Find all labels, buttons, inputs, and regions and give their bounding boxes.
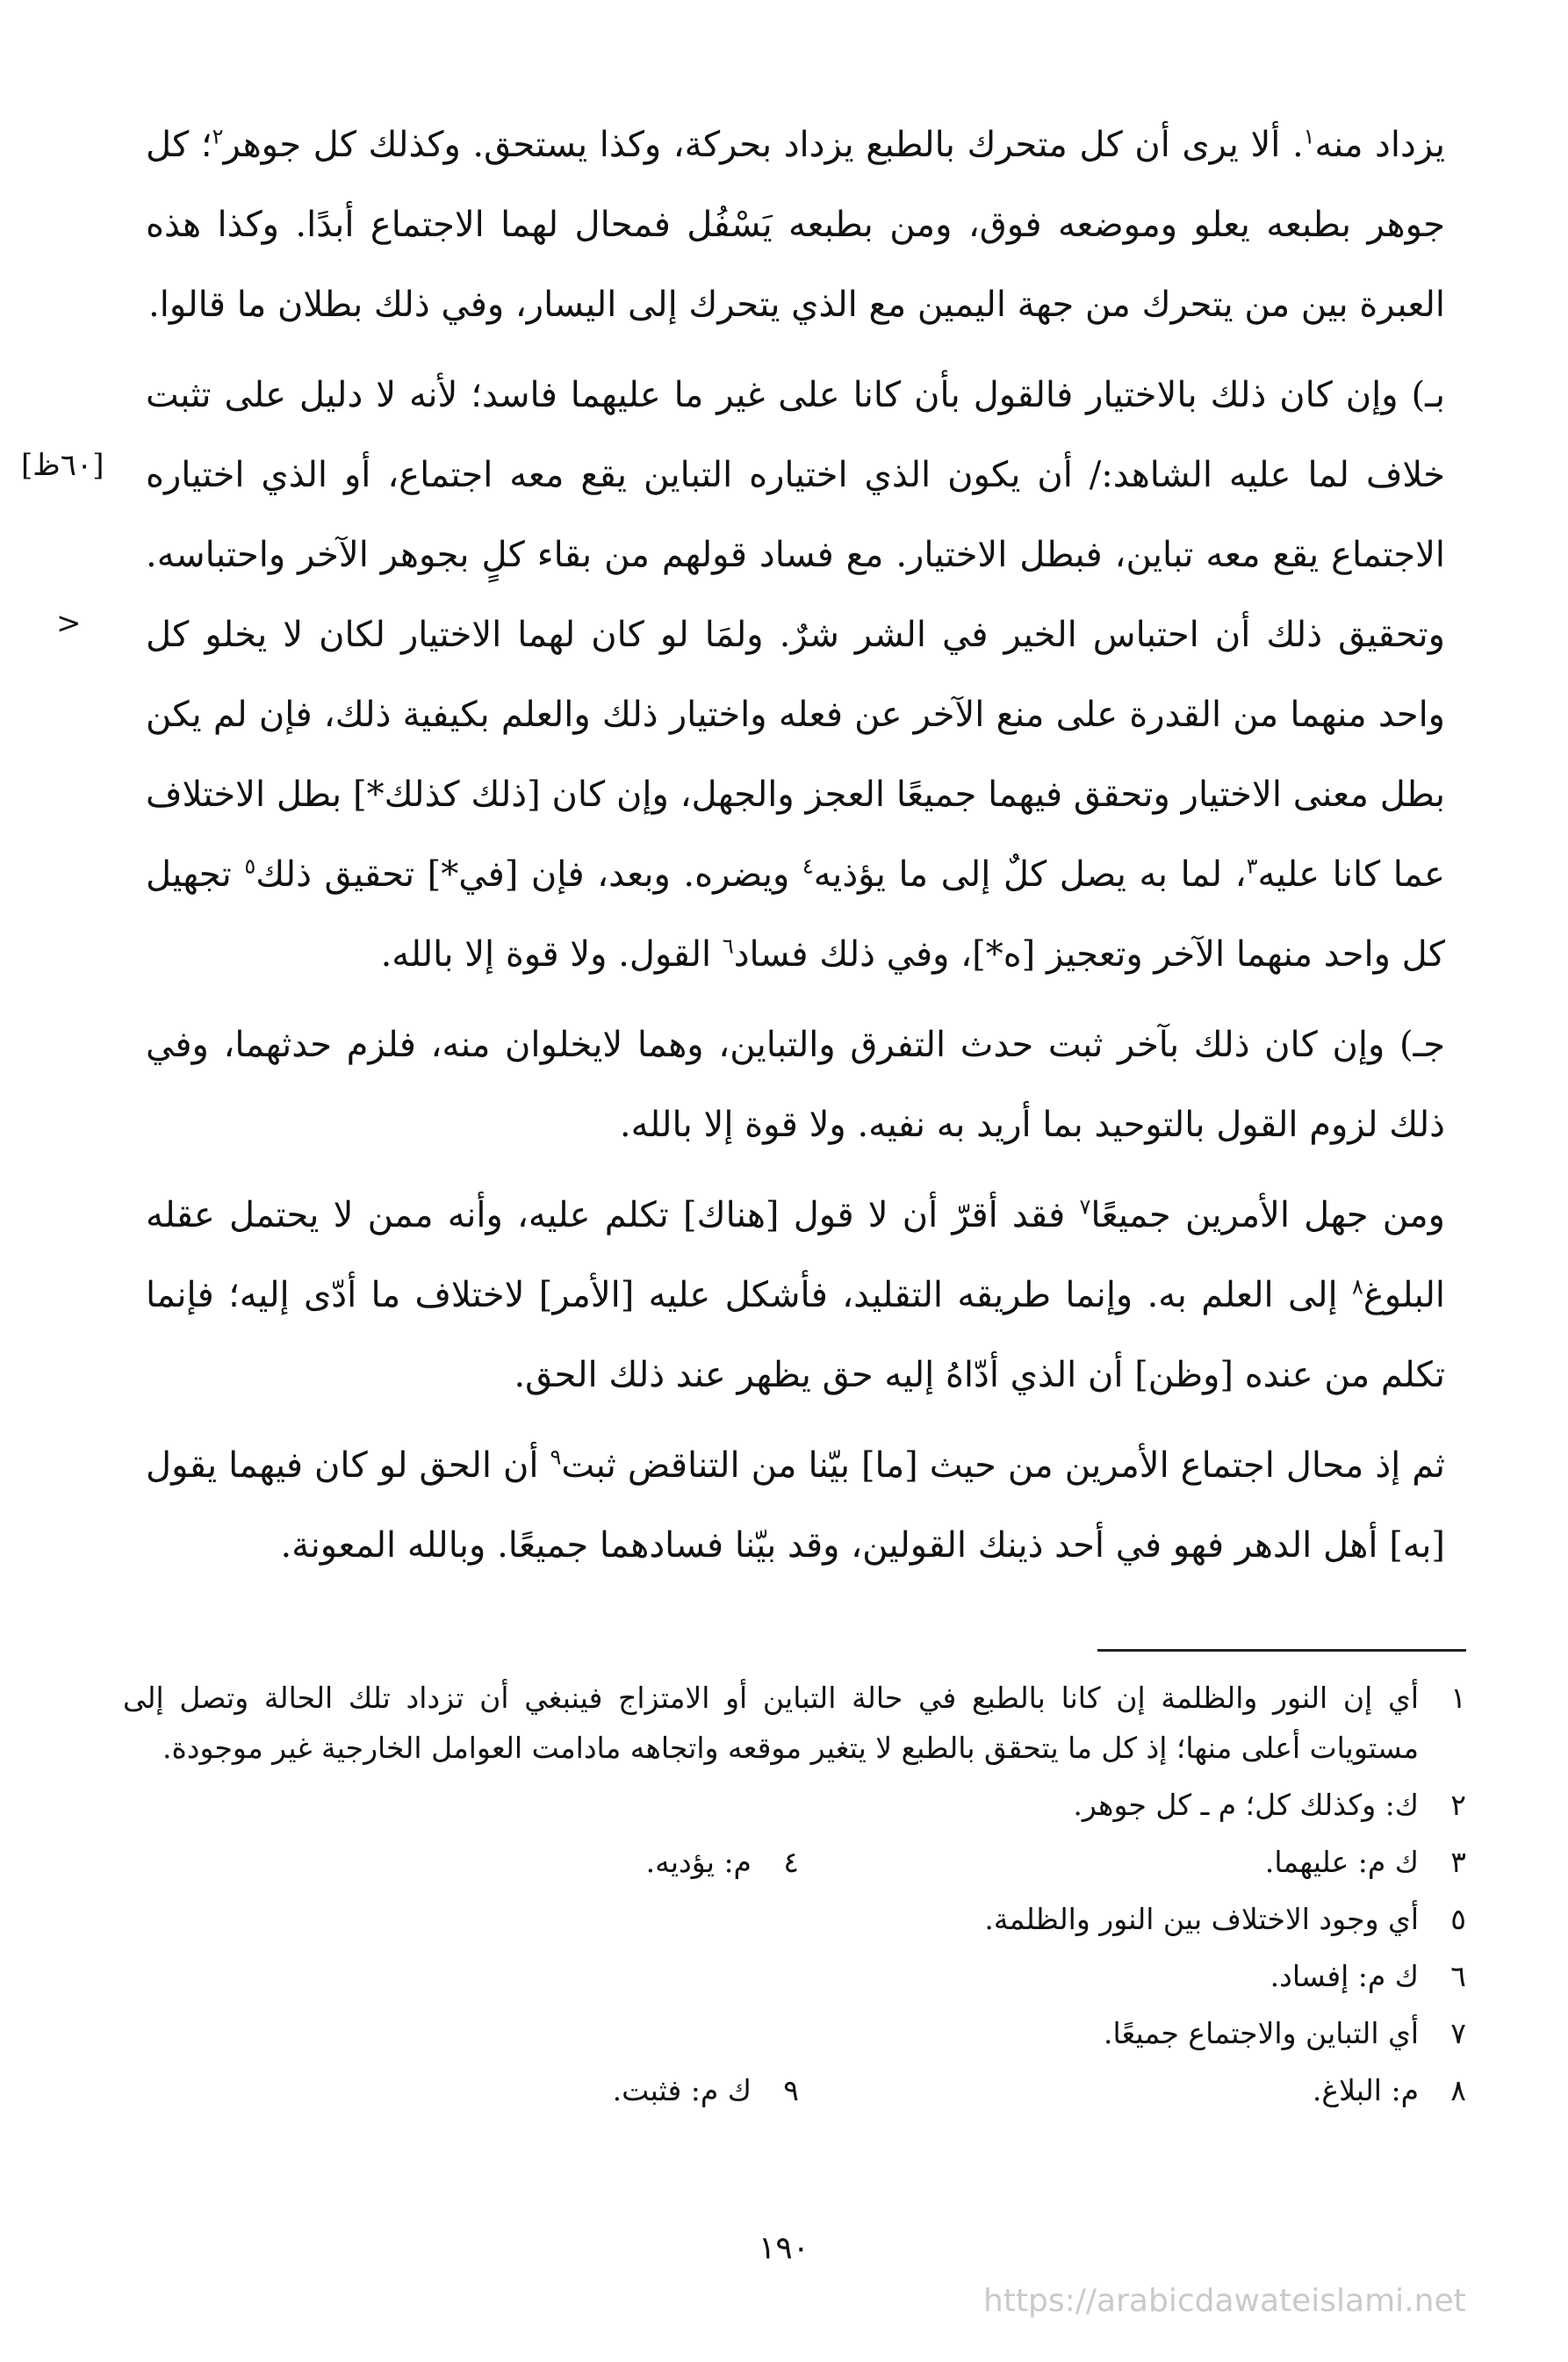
paragraph-1 xyxy=(146,105,1445,345)
watermark: https://arabicdawateislami.net xyxy=(983,2283,1466,2319)
footnotes xyxy=(123,1673,1466,2122)
footnote-ref[interactable]: ٤ xyxy=(802,853,814,879)
footnote-item xyxy=(123,1780,1466,1830)
footnote-item xyxy=(123,1951,1466,2001)
footnote-item xyxy=(132,2065,799,2115)
paragraph-2 xyxy=(146,356,1445,995)
footnote-number: ١ xyxy=(1450,1681,1466,1715)
footnote-text: م: البلاغ. xyxy=(1312,2073,1419,2107)
footnote-ref[interactable]: ٢ xyxy=(212,124,224,149)
footnote-item xyxy=(123,1894,1466,1944)
paragraph-4 xyxy=(146,1176,1445,1415)
paragraph-3 xyxy=(146,1005,1445,1165)
footnote-ref[interactable]: ٦ xyxy=(722,933,734,959)
footnote-number: ٥ xyxy=(1450,1902,1466,1936)
text: ثم إذ محال اجتماع الأمرين من حيث [ما] بيّنا من التناقض ثبت xyxy=(561,1445,1446,1486)
footnote-text: ك م: عليهما. xyxy=(1264,1845,1419,1879)
footnote-item xyxy=(123,2008,1466,2058)
text: يزداد منه xyxy=(1314,125,1445,165)
text: القول. ولا قوة إلا بالله. xyxy=(380,934,723,975)
footnote-divider xyxy=(1097,1649,1466,1652)
footnote-ref[interactable]: ٣ xyxy=(1246,853,1258,879)
margin-mark: < xyxy=(56,606,82,641)
footnote-number: ٦ xyxy=(1450,1959,1466,1993)
text: ومن جهل الأمرين جميعًا xyxy=(1090,1195,1446,1235)
text: إلى العلم به. وإنما طريقه التقليد، فأشكل عليه [الأمر] لاختلاف ما أدّى إليه؛ فإنما تكلم من عنده [وظن] أن الذي أدّاهُ إليه حق يظهر عند ذلك الحق. xyxy=(146,1275,1445,1395)
footnote-item xyxy=(132,1837,799,1887)
text: بـ) وإن كان ذلك بالاختيار فالقول بأن كانا على غير ما عليهما فاسد؛ لأنه لا دليل على تثبت خلاف لما عليه الشاهد:/ أن يكون الذي اختياره التباين يقع معه اجتماع، أو الذي اختياره الاجتماع يقع معه تباين، فبطل الاختيار. مع فساد قولهم من بقاء كلٍ بجوهر الآخر واحتباسه. وتحقيق ذلك أن احتباس الخير في الشر شرٌ. ولمَا لو كان لهما الاختيار لكان لا يخلو كل واحد منهما من القدرة على منع الآخر عن فعله واختيار ذلك والعلم بكيفية ذلك، فإن لم يكن بطل معنى الاختيار وتحقق فيهما جميعًا العجز والجهل، وإن كان [ذلك كذلك*] بطل الاختلاف عما كانا عليه xyxy=(146,375,1445,895)
footnote-text: أي إن النور والظلمة إن كانا بالطبع في حالة التباين أو الامتزاج فينبغي أن تزداد تلك الحالة وتصل إلى مستويات أعلى منها؛ إذ كل ما يتحقق بالطبع لا يتغير موقعه واتجاهه مادامت العوامل الخارجية غير موجودة. xyxy=(123,1681,1419,1765)
footnote-number: ٧ xyxy=(1450,2016,1466,2050)
footnote-text: ك م: فثبت. xyxy=(612,2073,752,2107)
footnote-number: ٨ xyxy=(1450,2073,1466,2107)
main-text xyxy=(146,105,1445,1596)
paragraph-5 xyxy=(146,1426,1445,1586)
footnote-text: ك م: إفساد. xyxy=(1270,1959,1419,1993)
footnote-row xyxy=(123,1837,1466,1887)
text: فقد أقرّ أن لا قول [هناك] تكلم عليه، وأنه ممن لا يحتمل عقله البلوغ xyxy=(146,1195,1445,1315)
footnote-item xyxy=(123,1673,1466,1773)
page-number: ١٩٠ xyxy=(758,2230,809,2266)
text: أن الحق لو كان فيهما يقول [به] أهل الدهر فهو في أحد ذينك القولين، وقد بيّنا فسادهما جميعًا. وبالله المعونة. xyxy=(146,1445,1445,1566)
text: ؛ كل جوهر بطبعه يعلو وموضعه فوق، ومن بطبعه يَسْفُل فمحال لهما الاجتماع أبدًا. وكذا هذه العبرة بين من يتحرك من جهة اليمين مع الذي يتحرك إلى اليسار، وفي ذلك بطلان ما قالوا. xyxy=(146,125,1445,325)
footnote-text: م: يؤديه. xyxy=(645,1845,752,1879)
text: تجهيل كل واحد منهما الآخر وتعجيز [ه*]، وفي ذلك فساد xyxy=(146,854,1445,975)
footnote-text: أي وجود الاختلاف بين النور والظلمة. xyxy=(984,1902,1419,1936)
footnote-ref[interactable]: ٨ xyxy=(1351,1274,1363,1300)
text: ، لما به يصل كلٌ إلى ما يؤذيه xyxy=(813,854,1247,895)
footnote-ref[interactable]: ٥ xyxy=(244,853,256,879)
margin-note: [٦٠ظ] xyxy=(21,448,104,483)
footnote-item xyxy=(799,1837,1466,1887)
footnote-number: ٢ xyxy=(1450,1788,1466,1822)
text: ويضره. وبعد، فإن [في*] تحقيق ذلك xyxy=(255,854,802,895)
footnote-number: ٩ xyxy=(783,2073,799,2107)
footnote-item xyxy=(799,2065,1466,2115)
text: . ألا يرى أن كل متحرك بالطبع يزداد بحركة، وكذا يستحق. وكذلك كل جوهر xyxy=(223,125,1304,165)
text: جـ) وإن كان ذلك بآخر ثبت حدث التفرق والتباين، وهما لايخلوان منه، فلزم حدثهما، وفي ذلك لزوم القول بالتوحيد بما أريد به نفيه. ولا قوة إلا بالله. xyxy=(146,1025,1445,1145)
footnote-number: ٤ xyxy=(783,1845,799,1879)
footnote-row xyxy=(123,2065,1466,2115)
footnote-text: ك: وكذلك كل؛ م ـ كل جوهر. xyxy=(1073,1788,1419,1822)
footnote-ref[interactable]: ٩ xyxy=(550,1444,562,1470)
footnote-number: ٣ xyxy=(1450,1845,1466,1879)
footnote-ref[interactable]: ١ xyxy=(1303,124,1315,149)
footnote-ref[interactable]: ٧ xyxy=(1079,1194,1091,1220)
footnote-text: أي التباين والاجتماع جميعًا. xyxy=(1104,2016,1419,2050)
